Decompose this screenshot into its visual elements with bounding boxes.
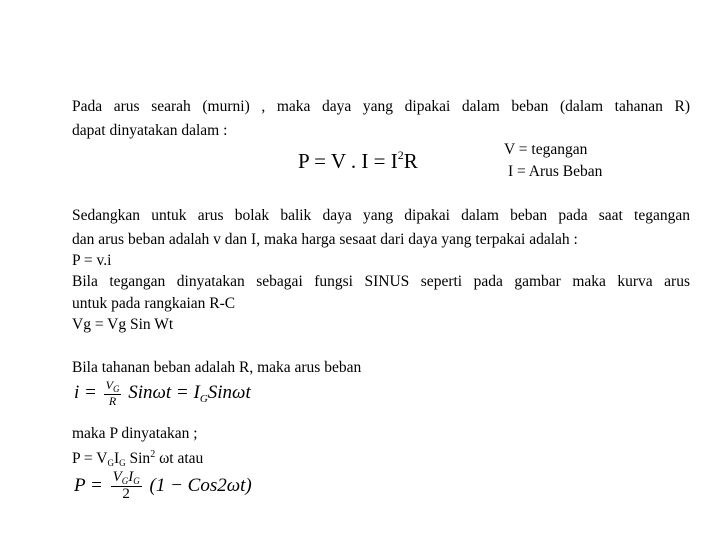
eq1-left: P = V . I = I — [298, 149, 398, 173]
eq1-power: 2 — [397, 148, 404, 162]
legend-voltage: V = tegangan — [504, 141, 588, 158]
para2-line2: dan arus beban adalah v dan I, maka harga sesaat dari daya yang terpakai adalah : — [72, 231, 578, 248]
para3-line1: Bila tahanan beban adalah R, maka arus beban — [72, 359, 362, 376]
eq3-num-v: V — [112, 469, 122, 485]
eq3-den: 2 — [122, 486, 130, 503]
para4-line1: maka P dinyatakan ; — [72, 425, 198, 442]
p4-sub1: G — [107, 458, 114, 468]
eq3-num-sub1: G — [121, 476, 129, 486]
eq2-num-sub: G — [112, 384, 120, 394]
para2-line3: P = v.i — [72, 252, 112, 269]
eq2-mid: Sinωt = I — [128, 381, 200, 403]
eq3-rhs: (1 − Cos2ωt) — [149, 474, 252, 496]
para2-line5: untuk pada rangkaian R-C — [72, 295, 236, 312]
para1-line2: dapat dinyatakan dalam : — [72, 122, 228, 139]
p4-a: P = V — [72, 450, 108, 467]
p4-b: I — [113, 450, 120, 467]
equation-power-ac — [74, 470, 252, 503]
p4-c: Sin — [125, 450, 151, 467]
eq3-num-sub2: G — [133, 476, 140, 486]
eq2-sub: G — [199, 392, 208, 405]
eq1-right: R — [403, 149, 418, 173]
eq2-lhs: i = — [74, 381, 97, 403]
p4-sup: 2 — [150, 449, 156, 460]
para2-line6: Vg = Vg Sin Wt — [72, 316, 174, 333]
eq2-end: Sinωt — [207, 381, 251, 403]
eq3-lhs: P = — [74, 474, 103, 496]
para2-line4: Bila tegangan dinyatakan sebagai fungsi SINUS seperti pada gambar maka kurva arus — [72, 273, 690, 290]
para1-line1: Pada arus searah (murni) , maka daya yang dipakai dalam beban (dalam tahanan R) — [72, 98, 690, 115]
p4-sub2: G — [119, 458, 126, 468]
para4-line2 — [72, 445, 203, 473]
eq2-num-v: V — [105, 378, 113, 392]
eq3-num-i: I — [128, 469, 134, 485]
eq2-fraction — [104, 379, 122, 408]
equation-power-dc — [298, 148, 418, 174]
legend-current: I = Arus Beban — [508, 163, 603, 180]
eq2-den: R — [108, 394, 117, 409]
p4-d: ωt atau — [155, 450, 204, 467]
eq3-fraction — [111, 470, 142, 503]
para2-line1: Sedangkan untuk arus bolak balik daya yang dipakai dalam beban pada saat tegangan — [72, 207, 690, 224]
equation-current — [74, 379, 251, 408]
